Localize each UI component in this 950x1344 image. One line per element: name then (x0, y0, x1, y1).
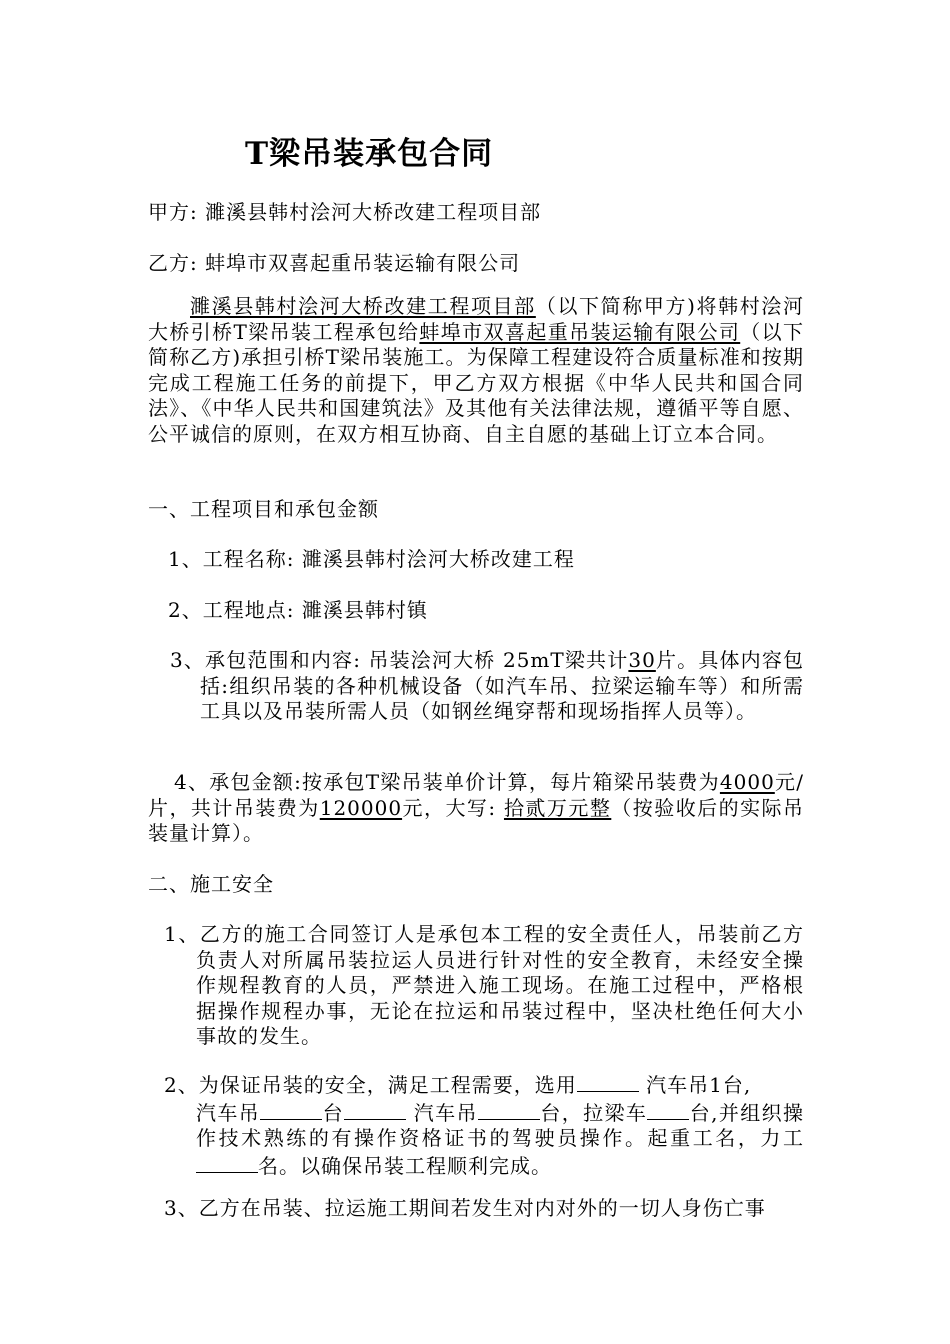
section2-heading: 二、施工安全 (148, 872, 274, 896)
section1-item3 (170, 648, 804, 725)
section1-item4 (148, 770, 804, 847)
item2-text-e: 台 (322, 1100, 344, 1125)
item4-text-a: 4、承包金额:按承包T梁吊装单价计算，每片箱梁吊装费为 (174, 770, 720, 794)
section2-item2 (164, 1071, 805, 1179)
section1-item1: 1、工程名称: 濉溪县韩村浍河大桥改建工程 (168, 547, 575, 571)
beam-count: 30 (628, 648, 656, 672)
item3-text-a: 3、承包范围和内容: 吊装浍河大桥 25mT梁共计 (170, 648, 629, 672)
total-in-words: 拾贰万元整 (503, 795, 612, 820)
item2-text-i: 名，力工 (715, 1126, 805, 1150)
item3-text-b: 片。具体内容包括:组织吊装的各种机械设备（如汽车吊、拉梁运输车等）和所需工具以及吊装所需人员（如钢丝绳穿帮和现场指挥人员等）。 (200, 648, 804, 723)
intro-paragraph (148, 294, 804, 447)
total-amount: 120000 (319, 795, 403, 820)
item2-text-j: 名。以确保吊装工程顺利完成。 (258, 1153, 552, 1178)
crane-model-blank-1[interactable] (577, 1071, 639, 1092)
party-a-name: 濉溪县韩村浍河大桥改建工程项目部 (190, 294, 536, 318)
item2-text-h: 台,并组织操作技术熟练的有操作资格证书的驾驶员操作。起重工 (196, 1100, 805, 1150)
item2-text-b: 汽车吊 (646, 1073, 710, 1097)
crane-model-blank-2[interactable] (260, 1099, 322, 1120)
item2-text-g: 台，拉梁车 (539, 1100, 648, 1125)
party-b-line: 乙方: 蚌埠市双喜起重吊装运输有限公司 (148, 251, 521, 275)
party-a-line: 甲方: 濉溪县韩村浍河大桥改建工程项目部 (148, 200, 542, 224)
section2-item1: 1、乙方的施工合同签订人是承包本工程的安全责任人，吊装前乙方负责人对所属吊装拉运人员进行针对性的安全教育，未经安全操作规程教育的人员，严禁进入施工现场。在施工过程中，严格根据操作规程办事，无论在拉运和吊装过程中，坚决杜绝任何大小事故的发生。 (164, 922, 804, 1048)
party-b-name: 蚌埠市双喜起重吊装运输有限公司 (419, 319, 741, 344)
item2-text-c: 1台, (709, 1073, 752, 1097)
item4-text-b: 元/片，共计吊装费为 (148, 770, 804, 820)
laborer-count-blank[interactable] (196, 1152, 258, 1173)
item2-text-d: 汽车吊 (196, 1100, 261, 1125)
crane-count-blank-2[interactable] (344, 1099, 406, 1120)
item2-text-a: 2、为保证吊装的安全，满足工程需要，选用 (164, 1073, 577, 1097)
item2-text-f: 汽车吊 (413, 1100, 478, 1125)
intro-text-2: （以下简称乙方)承担引桥T梁吊装施工。为保障工程建设符合质量标准和按期完成工程施工任务的前提下，甲乙方双方根据《中华人民共和国合同法》、《中华人民共和国建筑法》及其他有关法律法规，遵循平等自愿、公平诚信的原则，在双方相互协商、自主自愿的基础上订立本合同。 (148, 319, 804, 446)
item4-text-c: 元，大写: (402, 795, 497, 820)
section2-item3: 3、乙方在吊装、拉运施工期间若发生对内对外的一切人身伤亡事 (164, 1196, 766, 1220)
section1-item2: 2、工程地点: 濉溪县韩村镇 (168, 598, 428, 622)
item4-text-d: （按验收后的实际吊装量计算）。 (148, 795, 805, 845)
contract-title: T梁吊装承包合同 (245, 136, 494, 172)
unit-price: 4000 (719, 770, 775, 794)
beam-truck-count-blank[interactable] (647, 1099, 689, 1120)
section1-heading: 一、工程项目和承包金额 (148, 497, 379, 521)
intro-text-1: （以下简称甲方)将韩村浍河大桥引桥T梁吊装工程承包给 (148, 294, 804, 344)
crane-count-blank-3[interactable] (478, 1099, 540, 1120)
